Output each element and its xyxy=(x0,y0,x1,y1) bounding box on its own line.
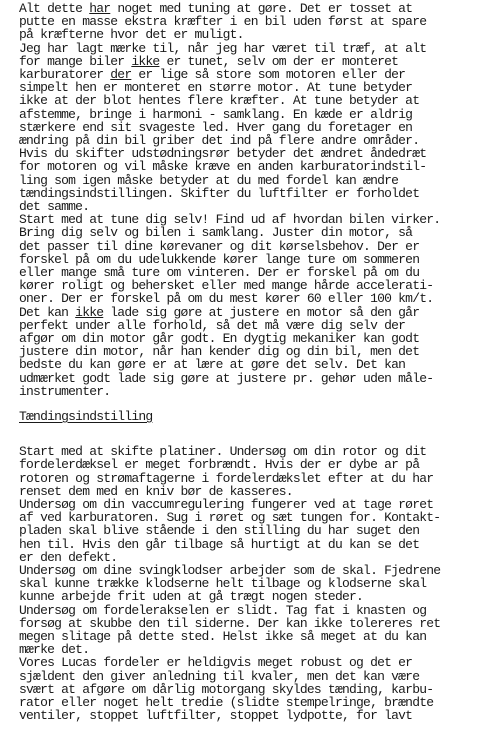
text-line: svært at afgøre om dårlig motorgang skyldes tænding, karbu- xyxy=(19,681,434,697)
text-line: sjældent den giver anledning til kvaler, men det kan være xyxy=(19,668,420,684)
text-line: oner. Der er forskel på om du mest kører 60 eller 100 km/t. xyxy=(19,291,434,307)
text-line: afgør om din motor går godt. En dygtig mekaniker kan godt xyxy=(19,331,420,346)
text-line: skal kunne trække klodserne helt tilbage og klodserne skal xyxy=(19,576,427,592)
section-heading: Tændingsindstilling xyxy=(19,409,153,424)
underlined-word: ikke xyxy=(75,304,104,320)
text-line: mærke det. xyxy=(19,642,90,658)
text-line: fordelerdæksel er meget forbrændt. Hvis der er dybe ar på xyxy=(19,457,420,473)
text-line: Undersøg om din vaccumregulering fungerer ved at tage røret xyxy=(19,497,434,512)
text-line: Alt dette har noget med tuning at gøre. Det er tosset at xyxy=(19,1,413,16)
text-line: megen slitage på dette sted. Helst ikke så meget at du kan xyxy=(19,629,427,644)
text-line: karburatorer der er lige så store som motoren eller der xyxy=(19,67,406,82)
text-line: forsøg at skubbe den til siderne. Der kan ikke tolereres ret xyxy=(19,615,441,631)
text-line: eller mange små ture om vinteren. Der er forskel på om du xyxy=(19,265,420,280)
text-line: kører roligt og behersket eller med mange hårde accelerati- xyxy=(19,278,434,294)
text-line: rator eller noget helt tredie (slidte stempelringe, brændte xyxy=(19,695,434,710)
text-line: ændring på din bil griber det ind på flere andre områder. xyxy=(19,133,420,148)
text-line: Start med at skifte platiner. Undersøg om din rotor og dit xyxy=(19,444,427,460)
text-line: simpelt hen er monteret en større motor. At tune betyder xyxy=(19,80,413,96)
text-line: forskel på om du udelukkende kører lange ture om sommeren xyxy=(19,251,420,267)
text-line: putte en masse ekstra kræfter i en bil uden først at spare xyxy=(19,14,427,30)
text-line: Bring dig selv og bilen i samklang. Juster din motor, så xyxy=(19,225,413,241)
text-line: rotoren og strømaftagerne i fordelerdækslet efter at du har xyxy=(19,470,434,486)
text-line: Jeg har lagt mærke til, når jeg har været til træf, at alt xyxy=(19,40,427,56)
text-line: Vores Lucas fordeler er heldigvis meget robust og det er xyxy=(19,655,413,671)
text-line: det samme. xyxy=(19,199,90,214)
text-line: instrumenter. xyxy=(19,383,111,399)
text-line: justere din motor, når han kender dig og din bil, men det xyxy=(19,344,420,360)
text-line: Det kan ikke lade sig gøre at justere en motor så den går xyxy=(19,304,420,320)
text-line: af ved karburatoren. Sug i røret og sæt tungen for. Kontakt- xyxy=(19,510,441,526)
text-line: udmærket godt lade sig gøre at justere pr. gehør uden måle- xyxy=(19,370,434,386)
text-line: renset dem med en kniv bør de kasseres. xyxy=(19,483,293,499)
text-line: for mange biler ikke er tunet, selv om der er monteret xyxy=(19,53,399,69)
text-line: Undersøg om fordelerakselen er slidt. Tag fat i knasten og xyxy=(19,602,427,618)
underlined-word: der xyxy=(110,67,132,82)
text-line: er den defekt. xyxy=(19,549,118,565)
text-line: perfekt under alle forhold, så det må være dig selv der xyxy=(19,317,406,333)
text-line: Start med at tune dig selv! Find ud af hvordan bilen virker. xyxy=(19,212,441,228)
text-line: pladen skal blive stående i den stilling du har suget den xyxy=(19,523,420,539)
text-line: tændingsindstillingen. Skifter du luftfilter er forholdet xyxy=(19,185,420,201)
text-line: ling som igen måske betyder at du med fordel kan ændre xyxy=(19,172,399,188)
text-line: ventiler, stoppet luftfilter, stoppet lydpotte, for lavt xyxy=(19,708,413,724)
text-line: Hvis du skifter udstødningsrør betyder det ændret åndedræt xyxy=(19,146,427,162)
text-line: Undersøg om dine svingklodser arbejder som de skal. Fjedrene xyxy=(19,563,441,578)
text-line: for motoren og vil måske kræve en anden karburatorindstil- xyxy=(19,159,427,175)
text-line: hen til. Hvis den går tilbage så hurtigt at du kan se det xyxy=(19,536,420,552)
underlined-word: har xyxy=(89,1,111,16)
text-line: stærkere end sit svageste led. Hver gang du foretager en xyxy=(19,119,413,135)
text-line: bedste du kan gøre er at lære at gøre det selv. Det kan xyxy=(19,357,406,373)
text-line: afstemme, bringe i harmoni - samklang. En kæde er aldrig xyxy=(19,106,413,122)
text-line: kunne arbejde frit uden at gå trægt nogen steder. xyxy=(19,589,364,605)
text-line: det passer til dine kørevaner og dit kørselsbehov. Der er xyxy=(19,238,420,254)
underlined-word: ikke xyxy=(131,53,160,69)
text-line: ikke at der blot hentes flere kræfter. At tune betyder at xyxy=(19,93,420,109)
text-line: på kræfterne hvor det er muligt. xyxy=(19,27,244,43)
